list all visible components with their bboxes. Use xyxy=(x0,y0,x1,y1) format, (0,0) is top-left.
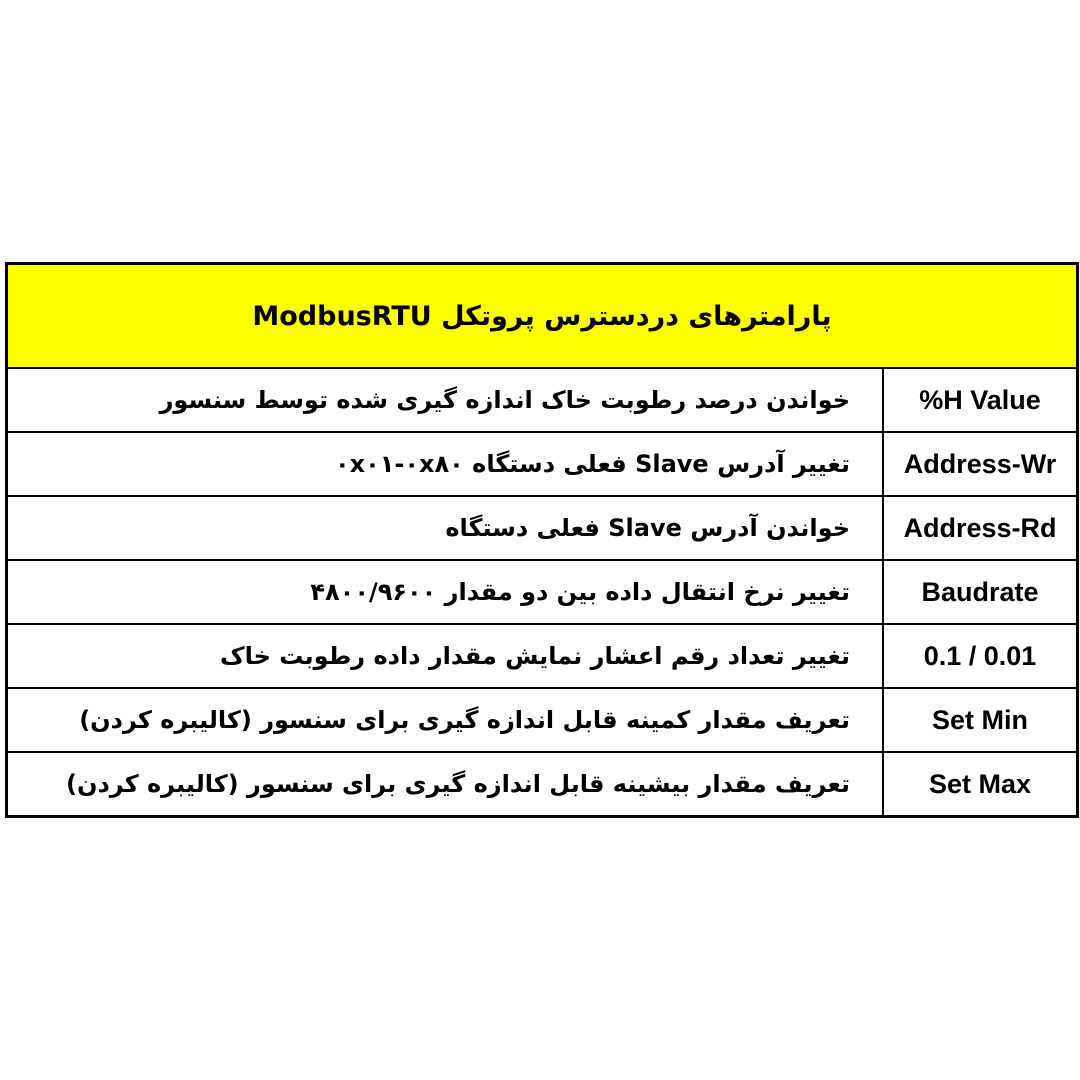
row-parameter: %H Value xyxy=(919,384,1041,415)
table-row xyxy=(8,497,1076,561)
row-parameter: Set Min xyxy=(931,704,1028,735)
row-description: خواندن آدرس Slave فعلی دستگاه xyxy=(8,497,884,559)
table-row xyxy=(8,369,1076,433)
row-parameter: Address-Rd xyxy=(903,512,1057,543)
row-description: تعریف مقدار کمینه قابل اندازه گیری برای سنسور (کالیبره کردن) xyxy=(8,689,884,751)
table-row xyxy=(8,753,1076,815)
row-parameter: 0.1 / 0.01 xyxy=(923,640,1037,671)
table-row xyxy=(8,625,1076,689)
table-row xyxy=(8,689,1076,753)
row-description: تغییر تعداد رقم اعشار نمایش مقدار داده رطوبت خاک xyxy=(8,625,884,687)
row-description: خواندن درصد رطوبت خاک اندازه گیری شده توسط سنسور xyxy=(8,369,884,431)
row-parameter: Address-Wr xyxy=(903,448,1057,479)
row-parameter: Set Max xyxy=(928,768,1032,799)
row-description: تعریف مقدار بیشینه قابل اندازه گیری برای سنسور (کالیبره کردن) xyxy=(8,753,884,815)
row-parameter: Baudrate xyxy=(921,576,1039,607)
table-row xyxy=(8,561,1076,625)
row-description: تغییر نرخ انتقال داده بین دو مقدار ۴۸۰۰/۹۶۰۰ xyxy=(8,561,884,623)
modbus-parameters-table xyxy=(5,262,1079,818)
row-description: تغییر آدرس Slave فعلی دستگاه ۰x۰۱-۰x۸۰ xyxy=(8,433,884,495)
table-title: پارامترهای دردسترس پروتکل ModbusRTU xyxy=(8,265,1076,369)
table-row xyxy=(8,433,1076,497)
